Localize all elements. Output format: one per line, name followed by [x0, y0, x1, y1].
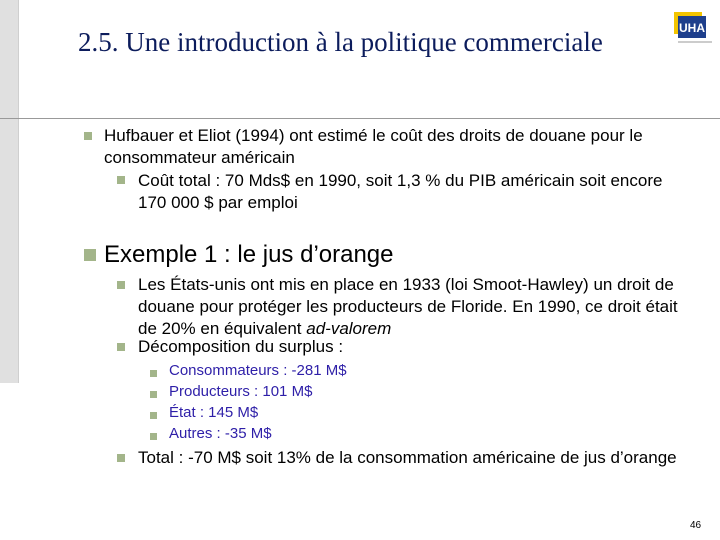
heading-exemple-1: Exemple 1 : le jus d’orange: [104, 241, 394, 268]
bullet-marker: [84, 249, 96, 261]
svg-text:UHA: UHA: [679, 21, 705, 35]
bullet-marker: [150, 433, 157, 440]
bullet-marker: [117, 281, 125, 289]
bullet-total: Total : -70 M$ soit 13% de la consommation américaine de jus d’orange: [138, 448, 677, 467]
item-etat: État : 145 M$: [169, 404, 259, 421]
bullet-marker: [84, 132, 92, 140]
bullet-marker: [117, 176, 125, 184]
smoot-hawley-text: Les États-unis ont mis en place en 1933 (loi Smoot-Hawley) un droit de douane pour protéger les producteurs de Floride. En 1990, ce droit était de 20% en équivalent: [138, 275, 678, 338]
bullet-marker: [150, 391, 157, 398]
bullet-cout-total: Coût total : 70 Mds$ en 1990, soit 1,3 % du PIB américain soit encore 170 000 $ par emploi: [138, 171, 663, 212]
uha-logo: [672, 10, 714, 46]
item-autres: Autres : -35 M$: [169, 425, 272, 442]
page-number: 46: [690, 520, 702, 531]
bullet-marker: [117, 343, 125, 351]
bullet-marker: [150, 370, 157, 377]
slide-title: 2.5. Une introduction à la politique commerciale: [78, 27, 603, 57]
title-divider: [0, 118, 720, 119]
item-producteurs: Producteurs : 101 M$: [169, 383, 313, 400]
item-consommateurs: Consommateurs : -281 M$: [169, 362, 347, 379]
bullet-marker: [150, 412, 157, 419]
bullet-hufbauer: Hufbauer et Eliot (1994) ont estimé le coût des droits de douane pour le consommateur américain: [104, 126, 643, 167]
bullet-smoot-hawley: [138, 274, 683, 340]
bullet-marker: [117, 454, 125, 462]
ad-valorem-text: ad-valorem: [306, 319, 392, 338]
bullet-decomposition: Décomposition du surplus :: [138, 337, 344, 356]
left-decorative-band: [0, 0, 19, 383]
